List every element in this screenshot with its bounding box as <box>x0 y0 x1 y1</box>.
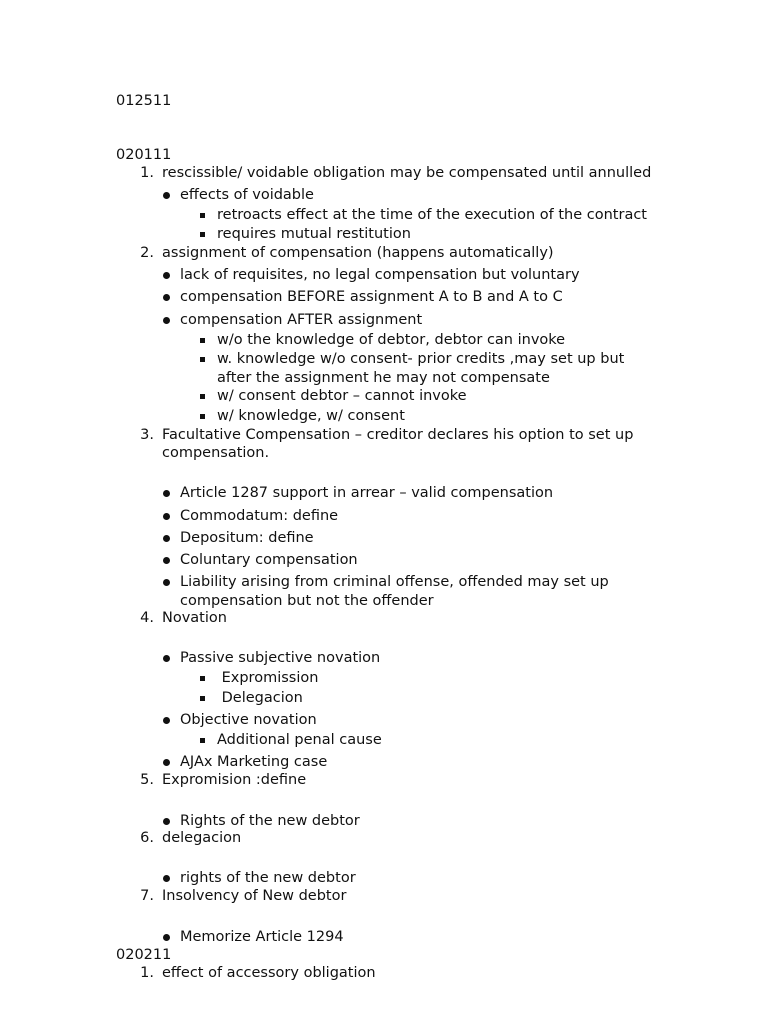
bullet-item: effects of voidable <box>180 187 314 203</box>
bullet-square <box>200 676 205 681</box>
list-item: Insolvency of New debtor <box>162 888 347 904</box>
bullet-item: Commodatum: define <box>180 508 339 524</box>
bullet-continuation: compensation but not the offender <box>180 593 434 609</box>
bullet-disc <box>163 192 170 199</box>
bullet-square <box>200 738 205 743</box>
list-number: 1. <box>140 965 154 981</box>
list-number: 1. <box>140 165 154 181</box>
bullet-disc <box>163 294 170 301</box>
bullet-square <box>200 232 205 237</box>
bullet-disc <box>163 272 170 279</box>
sub-bullet-item: retroacts effect at the time of the execution of the contract <box>217 207 647 223</box>
list-item: Expromision :define <box>162 772 307 788</box>
bullet-item: Passive subjective novation <box>180 650 381 666</box>
bullet-disc <box>163 557 170 564</box>
bullet-disc <box>163 317 170 324</box>
list-item: effect of accessory obligation <box>162 965 376 981</box>
bullet-item: lack of requisites, no legal compensation but voluntary <box>180 267 580 283</box>
list-number: 3. <box>140 427 154 443</box>
bullet-disc <box>163 655 170 662</box>
bullet-item: compensation AFTER assignment <box>180 312 423 328</box>
bullet-item: rights of the new debtor <box>180 870 356 886</box>
bullet-item: Liability arising from criminal offense, offended may set up <box>180 574 609 590</box>
bullet-disc <box>163 717 170 724</box>
list-item: rescissible/ voidable obligation may be compensated until annulled <box>162 165 652 181</box>
bullet-disc <box>163 934 170 941</box>
sub-bullet-item: Additional penal cause <box>217 732 382 748</box>
list-number: 6. <box>140 830 154 846</box>
bullet-square <box>200 394 205 399</box>
bullet-disc <box>163 579 170 586</box>
bullet-square <box>200 357 205 362</box>
sub-bullet-item: w. knowledge w/o consent- prior credits ,may set up but <box>217 351 625 367</box>
bullet-item: Memorize Article 1294 <box>180 929 344 945</box>
list-number: 7. <box>140 888 154 904</box>
bullet-disc <box>163 759 170 766</box>
bullet-disc <box>163 818 170 825</box>
bullet-item: Depositum: define <box>180 530 314 546</box>
bullet-disc <box>163 875 170 882</box>
bullet-square <box>200 696 205 701</box>
section-date: 020211 <box>116 947 172 963</box>
bullet-item: Objective novation <box>180 712 317 728</box>
sub-bullet-item: w/ knowledge, w/ consent <box>217 408 405 424</box>
list-number: 5. <box>140 772 154 788</box>
sub-bullet-item: w/o the knowledge of debtor, debtor can invoke <box>217 332 566 348</box>
bullet-disc <box>163 513 170 520</box>
bullet-disc <box>163 535 170 542</box>
bullet-item: Article 1287 support in arrear – valid compensation <box>180 485 554 501</box>
bullet-square <box>200 338 205 343</box>
sub-bullet-item: w/ consent debtor – cannot invoke <box>217 388 467 404</box>
bullet-item: Rights of the new debtor <box>180 813 360 829</box>
bullet-square <box>200 414 205 419</box>
bullet-item: AJAx Marketing case <box>180 754 328 770</box>
bullet-disc <box>163 490 170 497</box>
sub-bullet-item: Delegacion <box>217 690 303 706</box>
section-date: 020111 <box>116 147 172 163</box>
list-item-continuation: compensation. <box>162 445 270 461</box>
list-number: 4. <box>140 610 154 626</box>
sub-bullet-continuation: after the assignment he may not compensate <box>217 370 550 386</box>
list-item: Novation <box>162 610 227 626</box>
sub-bullet-item: requires mutual restitution <box>217 226 411 242</box>
bullet-item: compensation BEFORE assignment A to B and A to C <box>180 289 563 305</box>
list-item: Facultative Compensation – creditor declares his option to set up <box>162 427 634 443</box>
sub-bullet-item: Expromission <box>217 670 319 686</box>
bullet-square <box>200 213 205 218</box>
list-item: assignment of compensation (happens automatically) <box>162 245 554 261</box>
list-number: 2. <box>140 245 154 261</box>
bullet-item: Coluntary compensation <box>180 552 358 568</box>
list-item: delegacion <box>162 830 242 846</box>
section-date: 012511 <box>116 93 172 109</box>
